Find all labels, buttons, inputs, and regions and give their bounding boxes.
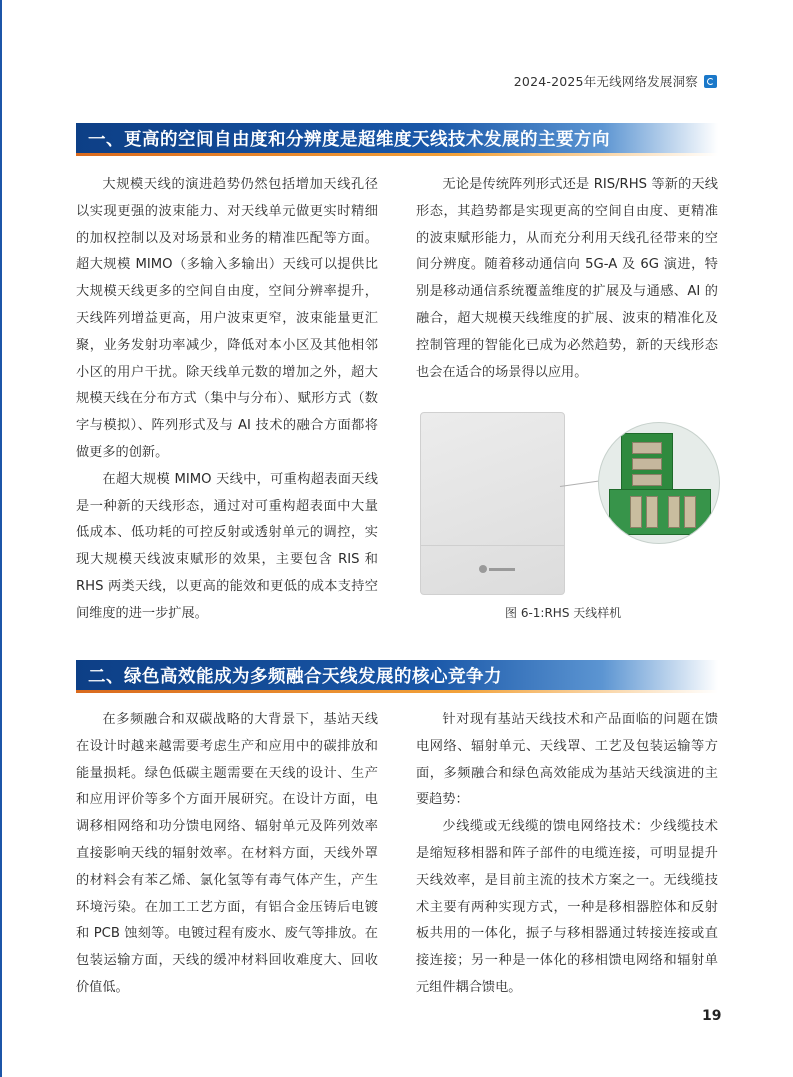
paragraph: 在多频融合和双碳战略的大背景下，基站天线在设计时越来越需要考虑生产和应用中的碳排放和能量损耗。绿色低碳主题需要在天线的设计、生产和应用评价等多个方面开展研究。在设计方面，电调移相网络和功分馈电网络、辐射单元及阵列效率直接影响天线的辐射效率。在材料方面，天线外罩的材料会有苯乙烯、氯化氢等有毒气体产生，产生环境污染。在加工工艺方面，有铝合金压铸后电镀和 PCB 蚀刻等。电镀过程有废水、废气等排放。在包装运输方面，天线的缓冲材料回收难度大、回收价值低。	[76, 712, 378, 995]
paragraph: 在超大规模 MIMO 天线中，可重构超表面天线是一种新的天线形态，通过对可重构超表面中大量低成本、低功耗的可控反射或透射单元的调控，实现大规模天线波束赋形的效果，主要包含 RIS 和 RHS 两类天线，以更高的能效和更低的成本支持空间维度的进一步扩展。	[76, 471, 378, 621]
vendor-logo-icon	[479, 565, 517, 573]
section-heading-2	[76, 660, 718, 690]
paragraph: 针对现有基站天线技术和产品面临的问题在馈电网络、辐射单元、天线罩、工艺及包装运输等方面，多频融合和绿色高效能成为基站天线演进的主要趋势：	[416, 712, 718, 808]
paragraph: 大规模天线的演进趋势仍然包括增加天线孔径以实现更强的波束能力、对天线单元做更实时精细的加权控制以及对场景和业务的精准匹配等方面。超大规模 MIMO（多输入多输出）天线可以提供比大规模天线更多的空间自由度，空间分辨率提升，天线阵列增益更高，用户波束更窄，波束能量更汇聚，业务发射功率减少，降低对本小区及其他相邻小区的用户干扰。除天线单元数的增加之外，超大规模天线在分布方式（集中与分布）、赋形方式（数字与模拟）、阵列形式及与 AI 技术的融合方面都将做更多的创新。	[76, 177, 378, 460]
paragraph: 少线缆或无线缆的馈电网络技术：少线缆技术是缩短移相器和阵子部件的电缆连接，可明显提升天线效率，是目前主流的技术方案之一。无线缆技术主要有两种实现方式，一种是移相器腔体和反射板共用的一体化，振子与移相器通过转接连接或直接连接；另一种是一体化的移相馈电网络和辐射单元组件耦合馈电。	[416, 819, 718, 995]
publication-title: 2024-2025年无线网络发展洞察	[513, 74, 698, 89]
section-heading-1	[76, 123, 718, 153]
running-header	[514, 72, 717, 90]
section-title-2: 二、绿色高效能成为多频融合天线发展的核心竞争力	[88, 667, 502, 687]
left-edge-rule	[0, 0, 2, 1077]
section2-left-column	[76, 707, 378, 1002]
paragraph: 无论是传统阵列形式还是 RIS/RHS 等新的天线形态，其趋势都是实现更高的空间自由度、更精准的波束赋形能力，从而充分利用天线孔径带来的空间分辨度。随着移动通信向 5G-A 及 6G 演进，特别是移动通信系统覆盖维度的扩展及与通感、AI 的融合，超大规模天线维度的扩展、波束的精准化及控制管理的智能化已成为必然趋势，新的天线形态也会在适合的场景得以应用。	[416, 177, 718, 380]
figure-caption: 图 6-1:RHS 天线样机	[505, 606, 622, 620]
section1-right-column	[416, 172, 718, 386]
antenna-panel	[420, 412, 565, 595]
rhs-antenna-prototype-image	[420, 410, 718, 596]
wireless-swirl-icon	[704, 75, 717, 88]
section-title-1: 一、更高的空间自由度和分辨度是超维度天线技术发展的主要方向	[88, 130, 610, 150]
circuit-board-closeup	[598, 422, 720, 544]
page-number: 19	[702, 1008, 722, 1024]
section2-right-column	[416, 707, 718, 1002]
section1-left-column	[76, 172, 378, 628]
